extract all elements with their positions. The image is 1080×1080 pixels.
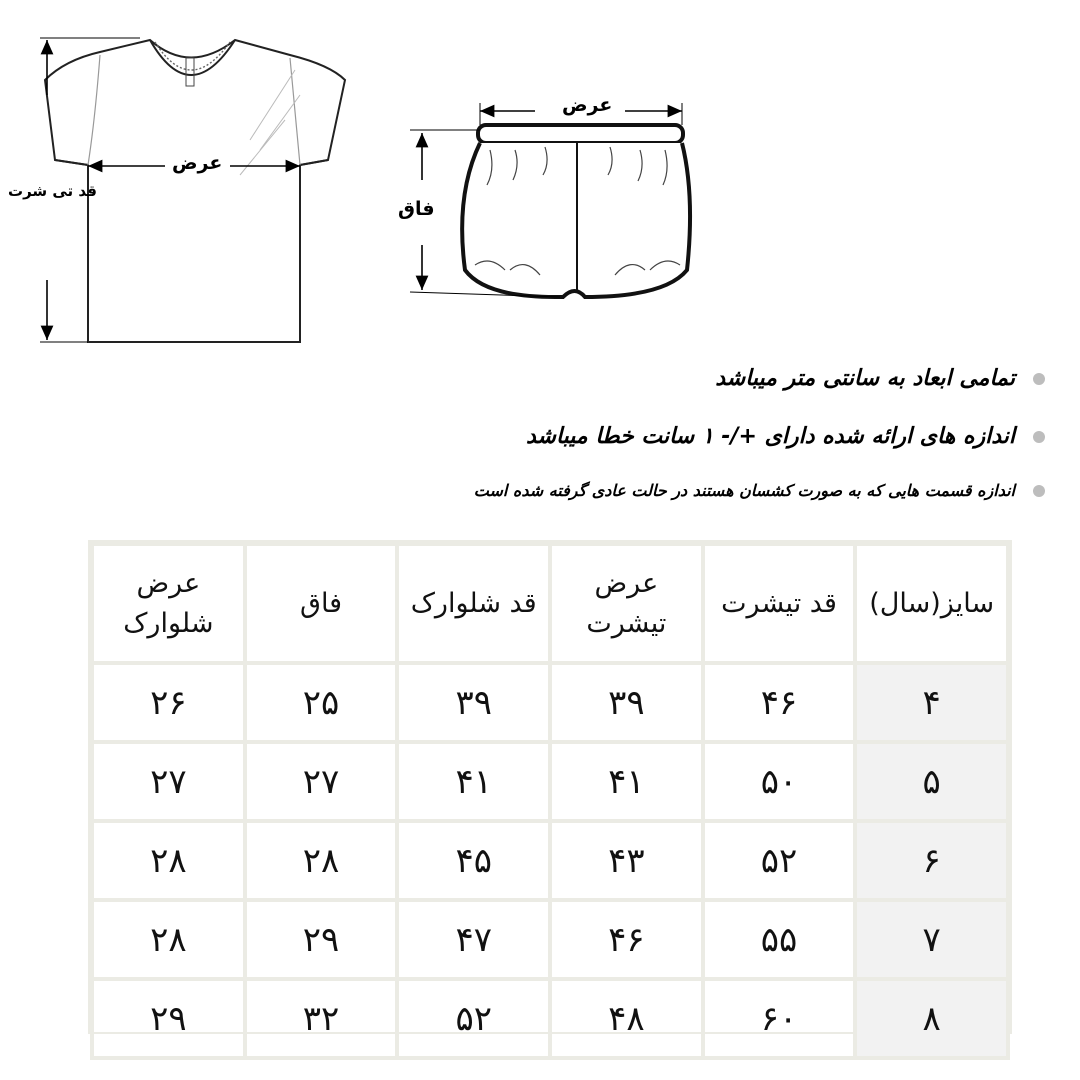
table-cell: ۴ (855, 663, 1008, 742)
table-cell: ۴۱ (550, 742, 703, 821)
table-cell: ۲۶ (92, 663, 245, 742)
table-cell: ۴۸ (550, 979, 703, 1058)
bullet-icon (1033, 485, 1045, 497)
table-row (92, 900, 1008, 979)
table-cell: ۵ (855, 742, 1008, 821)
table-cell: ۴۷ (397, 900, 550, 979)
shorts-inseam-label: فاق (398, 198, 435, 220)
table-cell: ۸ (855, 979, 1008, 1058)
note-text: اندازه قسمت هایی که به صورت کشسان هستند در حالت عادی گرفته شده است (473, 481, 1015, 500)
table-cell: ۵۲ (703, 821, 856, 900)
table-cell: ۵۰ (703, 742, 856, 821)
header-shorts-length: قد شلوارک (397, 544, 550, 663)
table-cell: ۲۸ (245, 821, 398, 900)
table-row (92, 663, 1008, 742)
header-inseam: فاق (245, 544, 398, 663)
header-tshirt-width: عرض تیشرت (550, 544, 703, 663)
table-cell: ۲۸ (92, 900, 245, 979)
table-cell: ۳۹ (397, 663, 550, 742)
header-shorts-width: عرض شلوارک (92, 544, 245, 663)
header-tshirt-length: قد تیشرت (703, 544, 856, 663)
table-cell: ۴۶ (550, 900, 703, 979)
table-cell: ۴۶ (703, 663, 856, 742)
table-row (92, 821, 1008, 900)
table-cell: ۴۱ (397, 742, 550, 821)
table-cell: ۳۹ (550, 663, 703, 742)
table-cell: ۵۵ (703, 900, 856, 979)
tshirt-diagram (0, 0, 370, 360)
note-item (474, 481, 1045, 500)
table-cell: ۲۹ (92, 979, 245, 1058)
table-cell: ۴۳ (550, 821, 703, 900)
size-table (88, 540, 1012, 1039)
table-cell: ۳۲ (245, 979, 398, 1058)
shorts-diagram (395, 85, 715, 315)
bullet-icon (1033, 431, 1045, 443)
table-cell: ۶ (855, 821, 1008, 900)
shorts-width-label: عرض (562, 94, 613, 116)
note-item (526, 424, 1045, 449)
table-cell: ۵۲ (397, 979, 550, 1058)
table-row (92, 742, 1008, 821)
table-cell: ۲۷ (245, 742, 398, 821)
tshirt-width-label: عرض (172, 152, 223, 174)
table-cell: ۲۷ (92, 742, 245, 821)
table-cell: ۲۵ (245, 663, 398, 742)
bullet-icon (1033, 373, 1045, 385)
note-item (715, 366, 1045, 391)
table-cell: ۷ (855, 900, 1008, 979)
table-cell: ۴۵ (397, 821, 550, 900)
tshirt-length-label: قد تی شرت (8, 182, 97, 200)
table-header-row (92, 544, 1008, 663)
table-cell: ۶۰ (703, 979, 856, 1058)
note-text: اندازه های ارائه شده دارای +/- ۱ سانت خطا میباشد (525, 424, 1015, 449)
table-cell: ۲۹ (245, 900, 398, 979)
header-size: سایز(سال) (855, 544, 1008, 663)
table-row (92, 979, 1008, 1058)
table-cell: ۲۸ (92, 821, 245, 900)
note-text: تمامی ابعاد به سانتی متر میباشد (715, 366, 1015, 391)
